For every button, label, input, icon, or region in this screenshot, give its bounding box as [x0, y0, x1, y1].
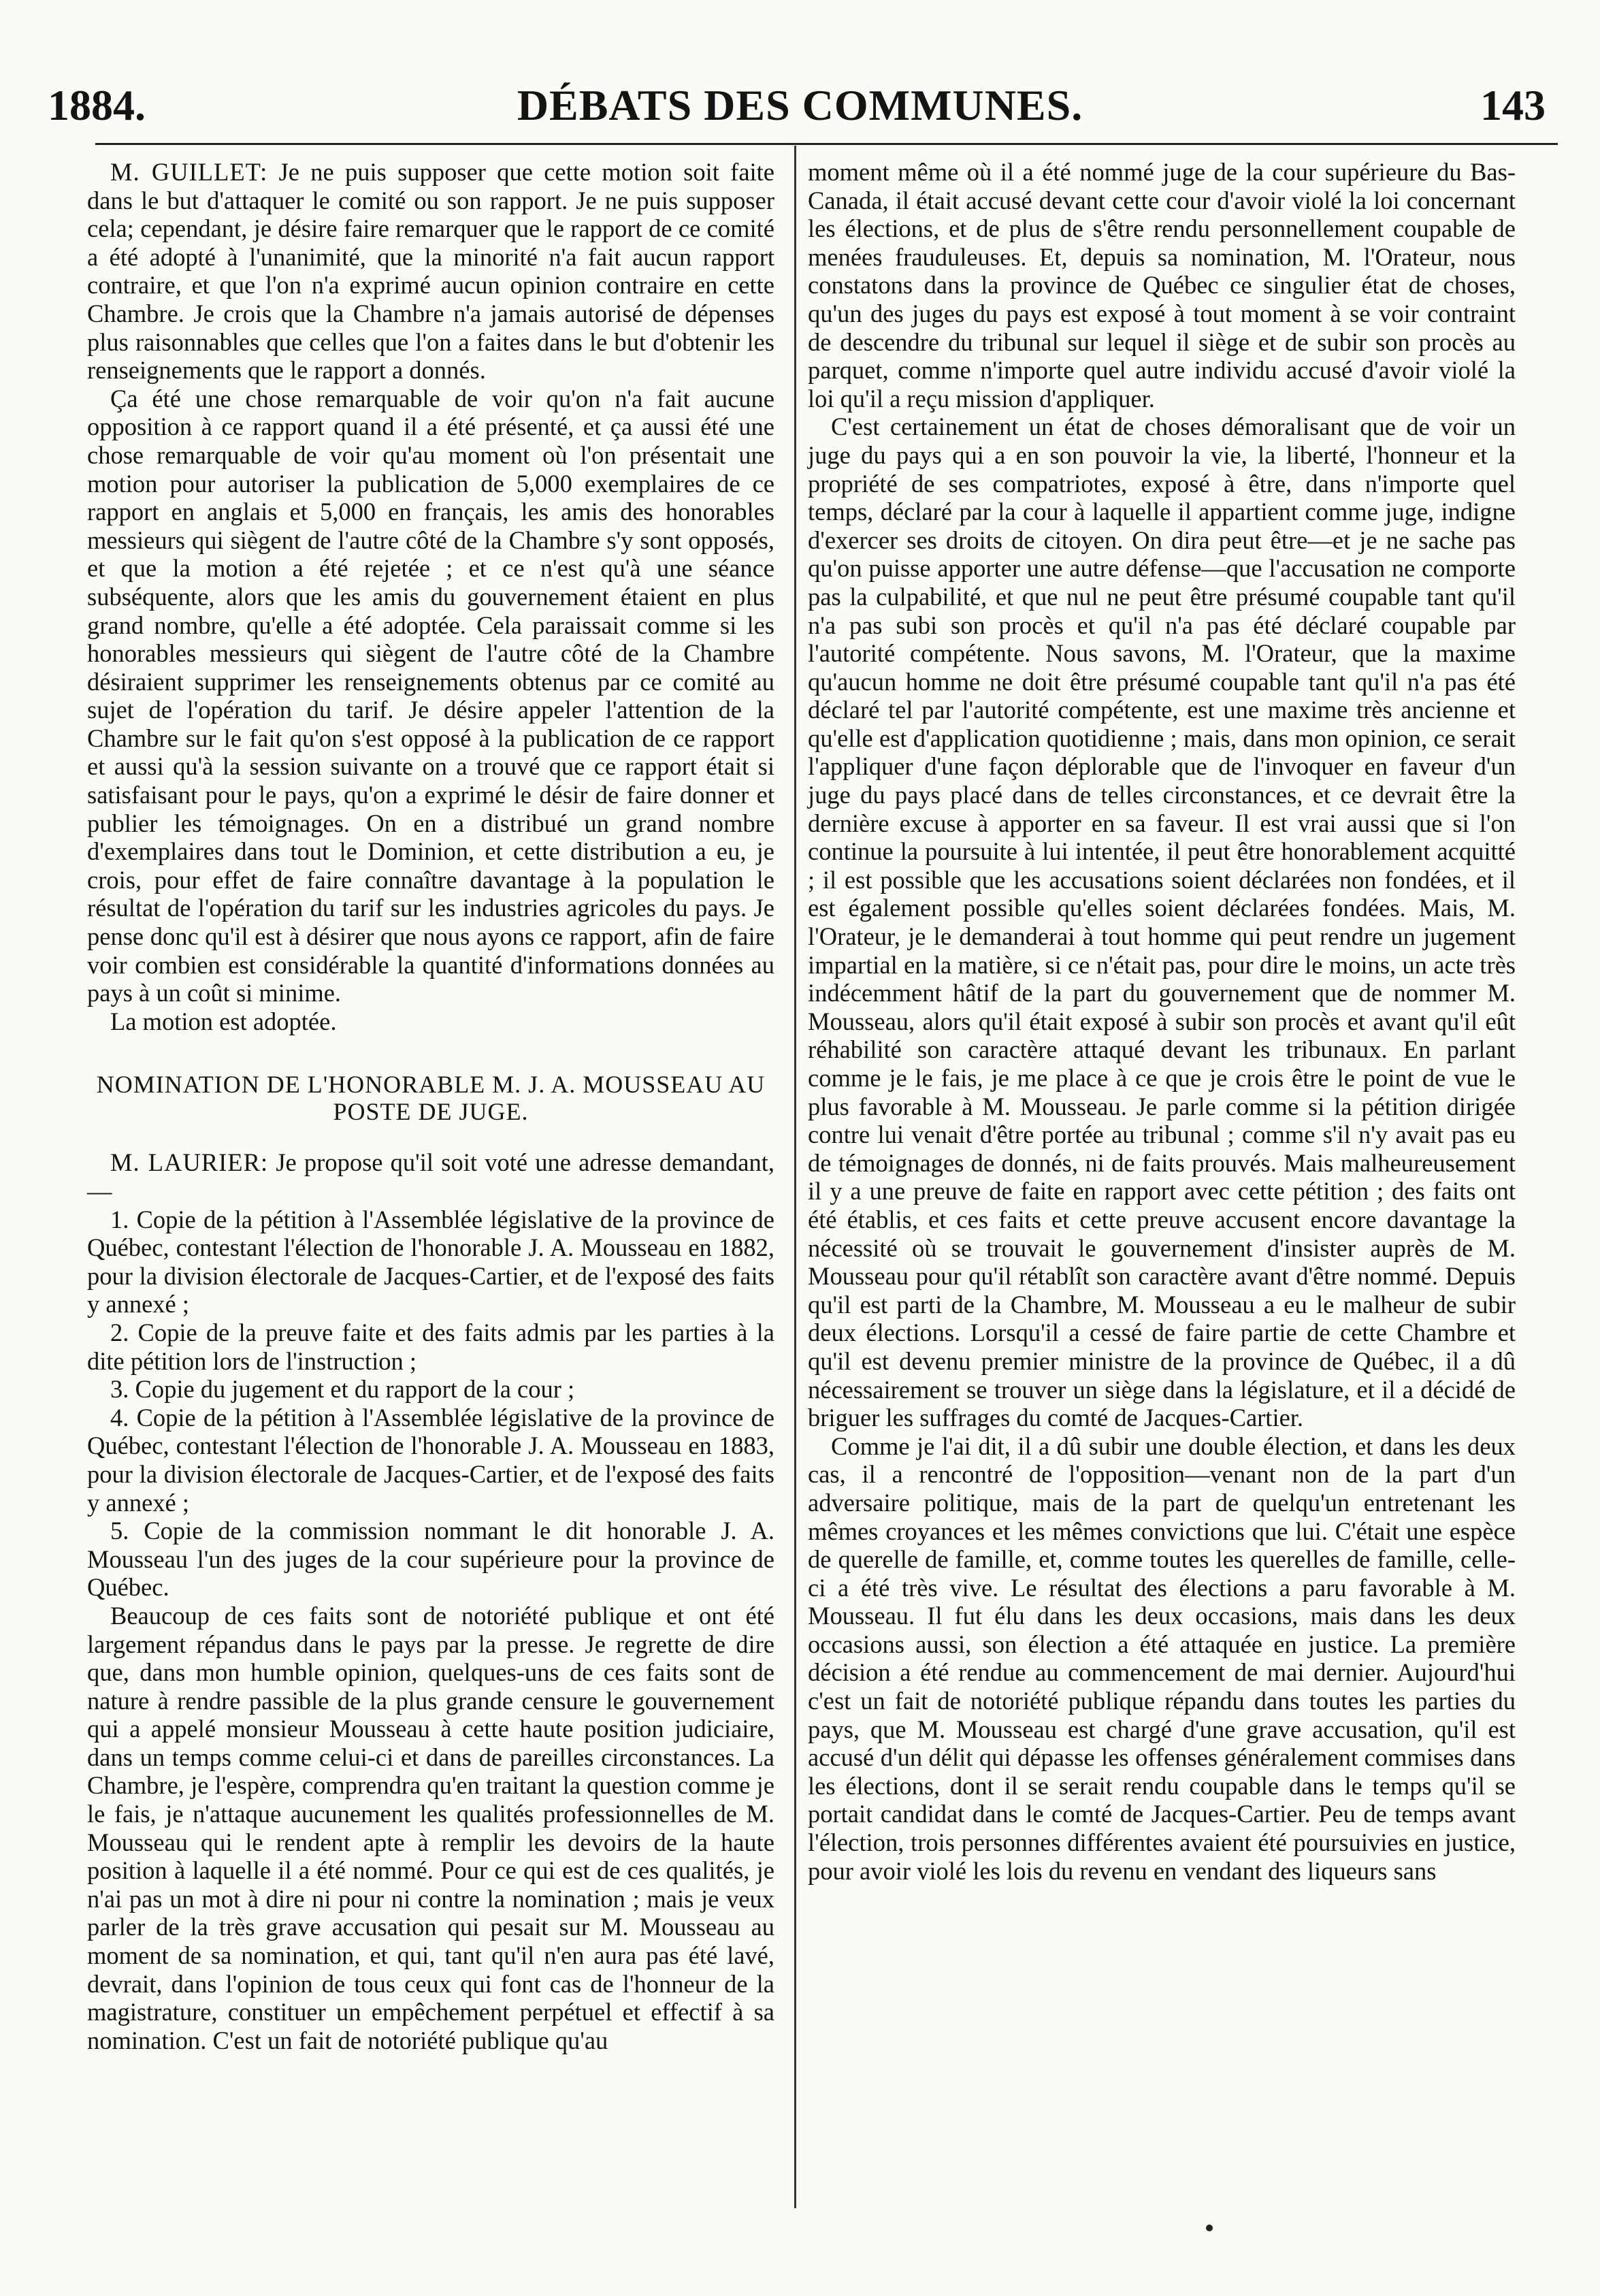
paragraph: C'est certainement un état de choses démoralisant que de voir un juge du pays qui a en son pouvoir la vie, la liberté, l'honneur et la propriété de ses compatriotes, exposé à être, dans n'importe quel temps, déclaré par la cour à laquelle il appartient comme juge, indigne d'exercer ses droits de citoyen. On dira peut être—et je ne sache pas qu'on puisse apporter une autre défense—que l'accusation ne comporte pas la culpabilité, et que nul ne peut être présumé coupable tant qu'il n'a pas subi son procès et qu'il n'a pas été déclaré coupable par l'autorité compétente. Nous savons, M. l'Orateur, que la maxime qu'aucun homme ne doit être présumé coupable tant qu'il n'a pas été déclaré tel par l'autorité compétente, est une maxime très ancienne et qu'elle est d'application quotidienne ; mais, dans mon opinion, ce serait l'appliquer d'une façon déplorable que de l'invoquer en faveur d'un juge du pays placé dans de telles circonstances, et ce devrait être la dernière excuse à apporter en sa faveur. Il est vrai aussi que si l'on continue la poursuite à lui intentée, il peut être honorablement acquitté ; il est possible que les accusations soient déclarées non fondées, et il est également possible qu'elles soient déclarées fondées. Mais, M. l'Orateur, je le demanderai à tout homme qui peut rendre un jugement impartial en la matière, si ce n'était pas, pour dire le moins, un acte très indécemment hâtif de la part du gouvernement que de nommer M. Mousseau, alors qu'il était exposé à subir son procès et avant qu'il eût réhabilité son caractère attaqué devant les tribunaux. En parlant comme je le fais, je me place à ce que je crois être le point de vue le plus favorable à M. Mousseau. Je parle comme si la pétition dirigée contre lui venait d'être portée au tribunal ; comme s'il n'y avait pas eu de témoignages de donnés, ni de faits prouvés. Mais malheureusement il y a une preuve de faite en rapport avec cette pétition ; des faits ont été établis, et ces faits et cette preuve accusent encore davantage la nécessité où se trouvait le gouvernement d'insister auprès de M. Mousseau pour qu'il rétablît son caractère avant d'être nommé. Depuis qu'il est parti de la Chambre, M. Mousseau a eu le malheur de subir deux élections. Lorsqu'il a cessé de faire partie de cette Chambre et qu'il est devenu premier ministre de la province de Québec, il a dû nécessairement se trouver un siège dans la législature, et il a décidé de briguer les suffrages du comté de Jacques-Cartier.	[808, 413, 1516, 1432]
header-year: 1884.	[48, 81, 146, 129]
list-item: 2. Copie de la preuve faite et des faits admis par les parties à la dite pétition lors de l'instruction ;	[87, 1318, 774, 1375]
list-item: 5. Copie de la commission nommant le dit honorable J. A. Mousseau l'un des juges de la cour supérieure pour la province de Québec.	[87, 1517, 774, 1602]
paragraph-continued: moment même où il a été nommé juge de la cour supérieure du Bas-Canada, il était accusé devant cette cour d'avoir violé la loi concernant les élections, et de plus de s'être rendu personnellement coupable de menées frauduleuses. Et, depuis sa nomination, M. l'Orateur, nous constatons dans la province de Québec ce singulier état de choses, qu'un des juges du pays est exposé à tout moment à se voir contraint de descendre du tribunal sur lequel il siège et de subir son procès au parquet, comme n'importe quel autre individu accusé d'avoir violé la loi qu'il a reçu mission d'appliquer.	[808, 158, 1516, 413]
paragraph-text: Je ne puis supposer que cette motion soit faite dans le but d'attaquer le comité ou son rapport. Je ne puis supposer cela; cependant, je désire faire remarquer que le rapport de ce comité a été adopté à l'unanimité, que la minorité n'a fait aucun rapport contraire, et que l'on n'a exprimé aucun opinion contraire en cette Chambre. Je crois que la Chambre n'a jamais autorisé de dépenses plus raisonnables que celles que l'on a faites dans le but d'obtenir les renseignements que le rapport a donnés.	[87, 158, 775, 385]
section-heading: NOMINATION DE L'HONORABLE M. J. A. MOUSSEAU AU POSTE DE JUGE.	[96, 1071, 766, 1126]
left-column	[87, 158, 774, 2054]
header-title: DÉBATS DES COMMUNES.	[517, 81, 1083, 129]
header-page-number: 143	[1480, 81, 1546, 129]
list-item: 4. Copie de la pétition à l'Assemblée législative de la province de Québec, contestant l'élection de l'honorable J. A. Mousseau en 1883, pour la division électorale de Jacques-Cartier, et de l'exposé des faits y annexé ;	[87, 1403, 774, 1517]
speaker-name: M. GUILLET:	[110, 158, 268, 186]
list-item: 1. Copie de la pétition à l'Assemblée législative de la province de Québec, contestant l'élection de l'honorable J. A. Mousseau en 1882, pour la division électorale de Jacques-Cartier, et de l'exposé des faits y annexé ;	[87, 1205, 774, 1319]
column-divider	[794, 146, 796, 2208]
paragraph-guillet	[87, 158, 774, 385]
paragraph-text: Je propose qu'il soit voté une adresse demandant,—	[87, 1148, 775, 1205]
motion-adopted: La motion est adoptée.	[110, 1007, 337, 1035]
paragraph-laurier	[87, 1148, 774, 1205]
ink-dot	[1206, 2225, 1213, 2231]
paragraph: Beaucoup de ces faits sont de notoriété publique et ont été largement répandus dans le pays par la presse. Je regrette de dire que, dans mon humble opinion, quelques-uns de ces faits sont de nature à rendre passible de la plus grande censure le gouvernement qui a appelé monsieur Mousseau à cette haute position judiciaire, dans un temps comme celui-ci et dans de pareilles circonstances. La Chambre, je l'espère, comprendra qu'en traitant la question comme je le fais, je n'attaque aucunement les qualités professionnelles de M. Mousseau qui le rendent apte à remplir les devoirs de la haute position à laquelle il a été nommé. Pour ce qui est de ces qualités, je n'ai pas un mot à dire ni pour ni contre la nomination ; mais je veux parler de la très grave accusation qui pesait sur M. Mousseau au moment de sa nomination, et qui, tant qu'il n'en aura pas été lavé, devrait, dans l'opinion de tous ceux qui font cas de l'honneur de la magistrature, constituer un empêchement perpétuel et effectif à sa nomination. C'est un fait de notoriété publique qu'au	[87, 1601, 774, 2054]
header-rule	[95, 143, 1558, 145]
page-header	[41, 80, 1559, 135]
paragraph: Ça été une chose remarquable de voir qu'on n'a fait aucune opposition à ce rapport quand il a été présenté, et ça aussi été une chose remarquable de voir qu'au moment où l'on présentait une motion pour autoriser la publication de 5,000 exemplaires de ce rapport en anglais et 5,000 en français, les amis des honorables messieurs qui siègent de l'autre côté de la Chambre s'y sont opposés, et que la motion a été rejetée ; et ce n'est qu'à une séance subséquente, alors que les amis du gouvernement étaient en plus grand nombre, qu'elle a été adoptée. Cela paraissait comme si les honorables messieurs qui siègent de l'autre côté de la Chambre désiraient supprimer les renseignements obtenus par ce comité au sujet de l'opération du tarif. Je désire appeler l'attention de la Chambre sur le fait qu'on s'est opposé à la publication de ce rapport et aussi qu'à la session suivante on a trouvé que ce rapport était si satisfaisant pour le pays, qu'on a exprimé le désir de faire donner et publier les témoignages. On en a distribué un grand nombre d'exemplaires dans tout le Dominion, et cette distribution a eu, je crois, pour effet de faire connaître davantage à la population le résultat de l'opération du tarif sur les industries agricoles du pays. Je pense donc qu'il est à désirer que nous ayons ce rapport, afin de faire voir combien est considérable la quantité d'informations données au pays à un coût si minime.	[87, 384, 774, 1007]
paragraph: Comme je l'ai dit, il a dû subir une double élection, et dans les deux cas, il a rencontré de l'opposition—venant non de la part d'un adversaire politique, mais de la part de quelqu'un entretenant les mêmes croyances et les mêmes convictions que lui. C'était une espèce de querelle de famille, et, comme toutes les querelles de famille, celle-ci a été très vive. Le résultat des élections a paru favorable à M. Mousseau. Il fut élu dans les deux occasions, mais dans les deux occasions aussi, son élection a été attaquée en justice. La première décision a été rendue au commencement de mai dernier. Aujourd'hui c'est un fait de notoriété publique répandu dans toutes les parties du pays, que M. Mousseau est chargé d'une grave accusation, qu'il est accusé d'un délit qui dépasse les offenses généralement commises dans les élections, dont il se serait rendu coupable dans le temps qu'il se portait candidat dans le comté de Jacques-Cartier. Peu de temps avant l'élection, trois personnes différentes avaient été poursuivies en justice, pour avoir violé les lois du revenu en vendant des liqueurs sans	[808, 1432, 1516, 1885]
list-item: 3. Copie du jugement et du rapport de la cour ;	[110, 1375, 575, 1404]
speaker-name: M. LAURIER:	[110, 1148, 269, 1177]
right-column	[808, 158, 1516, 1885]
